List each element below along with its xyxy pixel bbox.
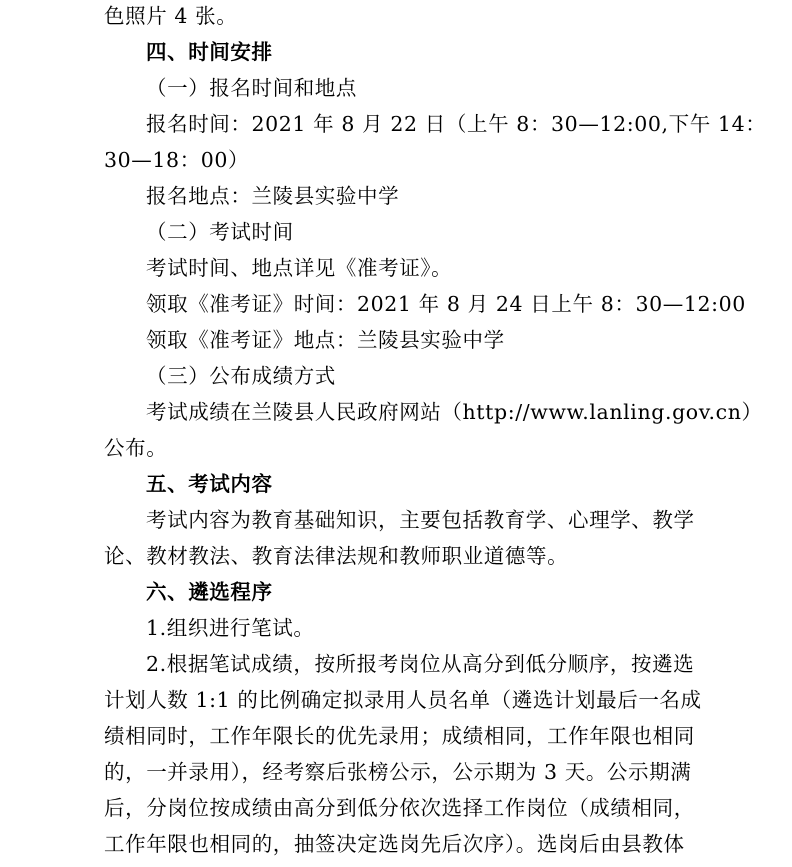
text-line: 考试成绩在兰陵县人民政府网站（http://www.lanling.gov.cn） <box>146 400 763 424</box>
text-line: 领取《准考证》时间：2021 年 8 月 24 日上午 8：30—12:00 <box>146 292 746 316</box>
text-line: 后，分岗位按成绩由高分到低分依次选择工作岗位（成绩相同， <box>104 796 695 820</box>
section-heading-procedure: 六、遴选程序 <box>146 580 273 604</box>
subsection-heading: （三）公布成绩方式 <box>146 364 336 388</box>
text-line: 报名地点：兰陵县实验中学 <box>146 184 400 208</box>
section-heading-schedule: 四、时间安排 <box>146 40 273 64</box>
text-line: 报名时间：2021 年 8 月 22 日（上午 8：30—12:00,下午 14： <box>146 112 767 136</box>
text-line: 1.组织进行笔试。 <box>146 616 315 640</box>
text-line: 的，一并录用），经考察后张榜公示，公示期为 3 天。公示期满 <box>104 760 692 784</box>
text-line: 考试时间、地点详见《准考证》。 <box>146 256 453 280</box>
text-line: 论、教材教法、教育法律法规和教师职业道德等。 <box>104 544 569 568</box>
section-heading-content: 五、考试内容 <box>146 472 273 496</box>
text-line: 工作年限也相同的，抽签决定选岗先后次序）。选岗后由县教体 <box>104 832 685 856</box>
text-line: 计划人数 1:1 的比例确定拟录用人员名单（遴选计划最后一名成 <box>104 688 702 712</box>
text-line: 30—18：00） <box>104 148 250 172</box>
subsection-heading: （一）报名时间和地点 <box>146 76 357 100</box>
text-line: 2.根据笔试成绩，按所报考岗位从高分到低分顺序，按遴选 <box>146 652 695 676</box>
text-line: 绩相同时，工作年限长的优先录用；成绩相同，工作年限也相同 <box>104 724 695 748</box>
text-line: 色照片 4 张。 <box>104 4 238 28</box>
text-line: 公布。 <box>104 436 168 460</box>
subsection-heading: （二）考试时间 <box>146 220 294 244</box>
text-line: 领取《准考证》地点：兰陵县实验中学 <box>146 328 505 352</box>
text-line: 考试内容为教育基础知识，主要包括教育学、心理学、教学 <box>146 508 695 532</box>
